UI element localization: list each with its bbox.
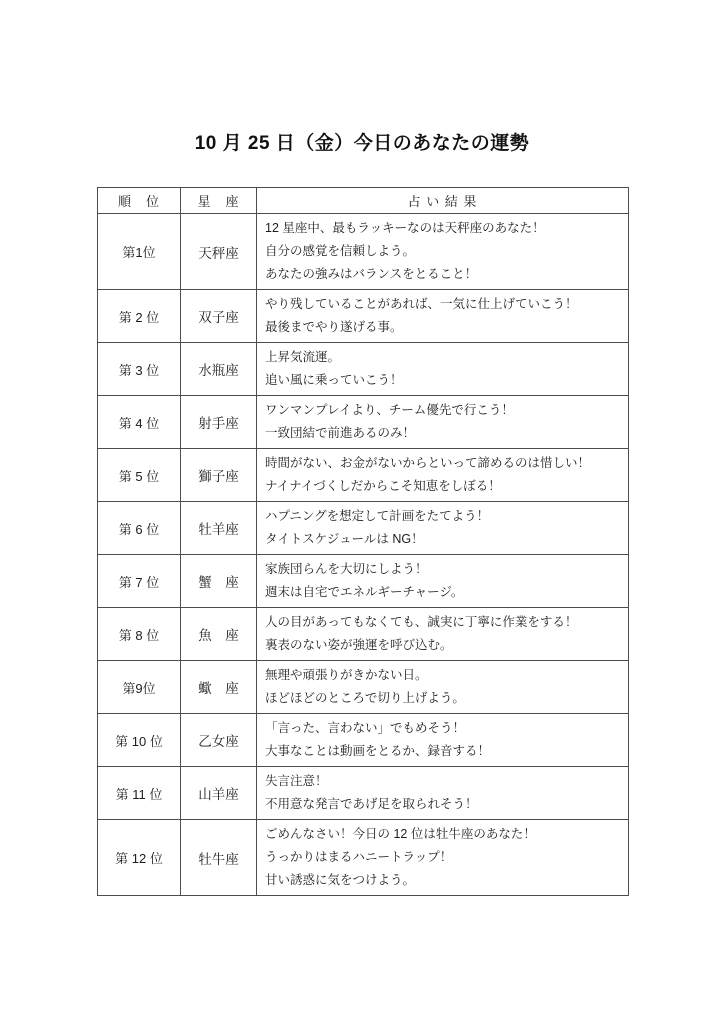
result-cell <box>257 396 629 449</box>
result-line: 自分の感覚を信頼しよう。 <box>265 244 416 258</box>
result-line: ワンマンプレイより、チーム優先で行こう！ <box>265 403 514 417</box>
table-row <box>98 502 629 555</box>
sign-cell: 獅子座 <box>181 449 257 502</box>
result-cell <box>257 449 629 502</box>
result-line: 無理や頑張りがきかない日。 <box>265 668 428 682</box>
result-line: うっかりはまるハニートラップ！ <box>265 850 453 864</box>
table-row <box>98 343 629 396</box>
result-cell <box>257 714 629 767</box>
sign-cell: 天秤座 <box>181 214 257 290</box>
rank-cell: 第 10 位 <box>98 714 181 767</box>
result-line: 最後までやり遂げる事。 <box>265 320 403 334</box>
result-cell <box>257 555 629 608</box>
result-cell <box>257 767 629 820</box>
table-row <box>98 820 629 896</box>
result-line: ナイナイづくしだからこそ知恵をしぼる！ <box>265 479 501 493</box>
rank-cell: 第 12 位 <box>98 820 181 896</box>
rank-cell: 第 2 位 <box>98 290 181 343</box>
header-sign: 星 座 <box>181 188 257 214</box>
result-line: 家族団らんを大切にしよう！ <box>265 562 428 576</box>
result-cell <box>257 661 629 714</box>
fortune-table-header <box>98 188 629 214</box>
sign-cell: 蠍 座 <box>181 661 257 714</box>
table-row <box>98 214 629 290</box>
sign-cell: 魚 座 <box>181 608 257 661</box>
result-line: 不用意な発言であげ足を取られそう！ <box>265 797 478 811</box>
result-line: 「言った、言わない」でもめそう！ <box>265 721 466 735</box>
header-row <box>98 188 629 214</box>
result-line: 失言注意！ <box>265 774 328 788</box>
table-row <box>98 608 629 661</box>
sign-cell: 山羊座 <box>181 767 257 820</box>
sign-cell: 乙女座 <box>181 714 257 767</box>
rank-cell: 第 8 位 <box>98 608 181 661</box>
sign-cell: 双子座 <box>181 290 257 343</box>
table-row <box>98 767 629 820</box>
table-row <box>98 449 629 502</box>
result-line: 時間がない、お金がないからといって諦めるのは惜しい！ <box>265 456 591 470</box>
result-cell <box>257 502 629 555</box>
sign-cell: 牡羊座 <box>181 502 257 555</box>
result-cell <box>257 290 629 343</box>
header-rank: 順 位 <box>98 188 181 214</box>
rank-cell: 第 7 位 <box>98 555 181 608</box>
result-line: 甘い誘惑に気をつけよう。 <box>265 873 416 887</box>
result-line: やり残していることがあれば、一気に仕上げていこう！ <box>265 297 578 311</box>
result-cell <box>257 608 629 661</box>
sign-cell: 牡牛座 <box>181 820 257 896</box>
result-line: ハプニングを想定して計画をたてよう！ <box>265 509 490 523</box>
result-line: タイトスケジュールは NG！ <box>265 532 424 546</box>
result-cell <box>257 214 629 290</box>
result-line: 一致団結で前進あるのみ！ <box>265 426 416 440</box>
page-title: 10 月 25 日（金）今日のあなたの運勢 <box>194 133 530 154</box>
rank-cell: 第1位 <box>98 214 181 290</box>
table-row <box>98 290 629 343</box>
result-line: あなたの強みはバランスをとること！ <box>265 267 478 281</box>
header-result: 占 い 結 果 <box>257 188 629 214</box>
result-cell <box>257 820 629 896</box>
rank-cell: 第 3 位 <box>98 343 181 396</box>
rank-cell: 第 4 位 <box>98 396 181 449</box>
result-line: 追い風に乗っていこう！ <box>265 373 403 387</box>
table-row <box>98 396 629 449</box>
sign-cell: 蟹 座 <box>181 555 257 608</box>
rank-cell: 第 11 位 <box>98 767 181 820</box>
fortune-table <box>97 187 629 896</box>
rank-cell: 第9位 <box>98 661 181 714</box>
rank-cell: 第 6 位 <box>98 502 181 555</box>
result-line: 週末は自宅でエネルギーチャージ。 <box>265 585 464 599</box>
result-line: 裏表のない姿が強運を呼び込む。 <box>265 638 453 652</box>
rank-cell: 第 5 位 <box>98 449 181 502</box>
result-line: 上昇気流運。 <box>265 350 341 364</box>
fortune-table-body <box>98 214 629 896</box>
result-line: ほどほどのところで切り上げよう。 <box>265 691 465 705</box>
sign-cell: 水瓶座 <box>181 343 257 396</box>
result-line: 12 星座中、最もラッキーなのは天秤座のあなた！ <box>265 221 545 235</box>
table-row <box>98 714 629 767</box>
result-line: 人の目があってもなくても、誠実に丁寧に作業をする！ <box>265 615 578 629</box>
sign-cell: 射手座 <box>181 396 257 449</box>
result-line: ごめんなさい！今日の 12 位は牡牛座のあなた！ <box>265 827 536 841</box>
table-row <box>98 661 629 714</box>
table-row <box>98 555 629 608</box>
result-line: 大事なことは動画をとるか、録音する！ <box>265 744 491 758</box>
result-cell <box>257 343 629 396</box>
